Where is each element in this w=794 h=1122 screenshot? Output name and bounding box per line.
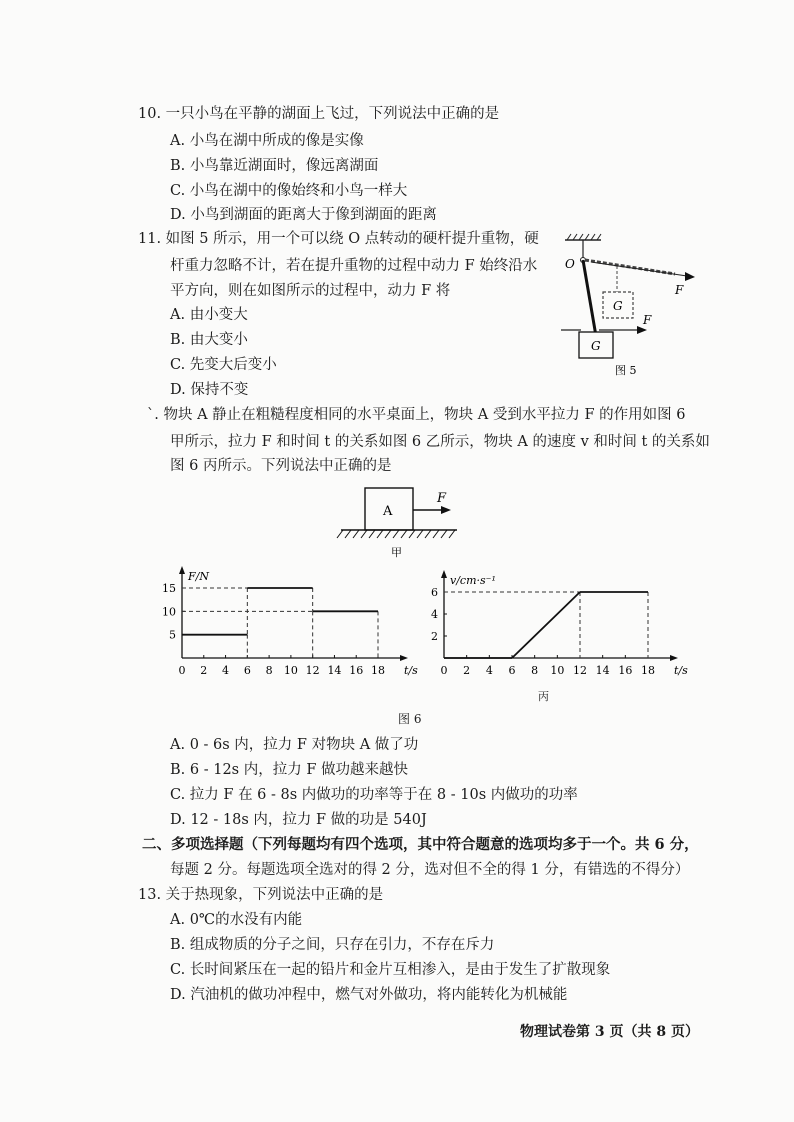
x-tick-label: 10 — [283, 664, 298, 677]
q12-option-c: C. 拉力 F 在 6 - 8s 内做功的功率等于在 8 - 10s 内做功的功率 — [170, 787, 578, 803]
weight-label-2: G — [613, 299, 623, 313]
section2-heading-line-1: 二、多项选择题（下列每题均有四个选项，其中符合题意的选项均多于一个。共 6 分， — [142, 836, 699, 853]
y-tick-label: 4 — [431, 608, 438, 621]
bing-caption: 丙 — [538, 690, 549, 703]
q10-option-c: C. 小鸟在湖中的像始终和小鸟一样大 — [170, 183, 408, 199]
figure-5 — [555, 232, 715, 380]
figure-6-caption: 图 6 — [398, 712, 422, 726]
x-tick-label: 2 — [200, 664, 208, 677]
x-axis-arrow — [400, 655, 408, 661]
x-tick-label: 8 — [531, 664, 539, 677]
x-tick-label: 16 — [618, 664, 633, 677]
q12-option-a: A. 0 - 6s 内，拉力 F 对物块 A 做了功 — [170, 737, 419, 753]
q11-stem-line-1: 11. 如图 5 所示，用一个可以绕 O 点转动的硬杆提升重物，硬 — [138, 231, 539, 247]
q10-option-a: A. 小鸟在湖中所成的像是实像 — [170, 133, 364, 149]
x-tick-label: 6 — [508, 664, 516, 677]
q10-option-b: B. 小鸟靠近湖面时，像远离湖面 — [170, 158, 379, 174]
x-axis-label: t/s — [404, 664, 418, 677]
q13-stem: 13. 关于热现象，下列说法中正确的是 — [138, 887, 384, 903]
q11-option-d: D. 保持不变 — [170, 382, 249, 398]
chart-velocity-time — [424, 562, 694, 687]
q12-stem-line-1: `. 物块 A 静止在粗糙程度相同的水平桌面上，物块 A 受到水平拉力 F 的作用如图 6 — [147, 407, 686, 423]
q12-stem-line-3: 图 6 丙所示。下列说法中正确的是 — [170, 458, 392, 474]
x-tick-label: 8 — [265, 664, 273, 677]
y-tick-label: 10 — [162, 605, 176, 619]
x-tick-label: 12 — [573, 664, 587, 677]
y-axis-label: v/cm·s⁻¹ — [450, 574, 496, 587]
x-tick-label: 2 — [463, 664, 471, 677]
q11-option-c: C. 先变大后变小 — [170, 357, 277, 373]
q11-option-a: A. 由小变大 — [170, 307, 248, 323]
x-tick-label: 18 — [641, 664, 655, 677]
x-axis-label: t/s — [674, 664, 688, 677]
q13-option-a: A. 0℃的水没有内能 — [170, 912, 303, 928]
y-tick-label: 15 — [162, 582, 176, 595]
q12-option-b: B. 6 - 12s 内，拉力 F 做功越来越快 — [170, 762, 408, 778]
block-a-label: A — [383, 504, 393, 519]
x-tick-label: 4 — [485, 664, 493, 677]
force-arrow — [441, 506, 451, 514]
x-tick-label: 14 — [595, 664, 610, 677]
x-tick-label: 6 — [243, 664, 251, 677]
weight-label-1: G — [591, 339, 601, 353]
force-label: F — [437, 491, 447, 506]
x-tick-label: 16 — [349, 664, 364, 677]
y-axis-arrow — [179, 566, 185, 574]
x-axis-arrow — [670, 655, 678, 661]
q11-stem-line-3: 平方向，则在如图所示的过程中，动力 F 将 — [170, 283, 451, 299]
q12-stem-line-2: 甲所示，拉力 F 和时间 t 的关系如图 6 乙所示，物块 A 的速度 v 和时间 t 的关系如 — [170, 434, 710, 450]
q13-option-d: D. 汽油机的做功冲程中，燃气对外做功，将内能转化为机械能 — [170, 987, 568, 1003]
figure-5-caption: 图 5 — [615, 364, 637, 377]
jia-caption: 甲 — [391, 546, 402, 559]
q13-option-b: B. 组成物质的分子之间，只存在引力，不存在斥力 — [170, 937, 495, 953]
y-tick-label: 6 — [431, 586, 438, 599]
q10-option-d: D. 小鸟到湖面的距离大于像到湖面的距离 — [170, 207, 437, 223]
x-tick-label: 18 — [371, 664, 385, 677]
pivot-label: O — [565, 257, 575, 271]
figure-6-jia — [335, 484, 465, 560]
velocity-segment — [512, 592, 580, 658]
page-footer: 物理试卷第 3 页（共 8 页） — [520, 1024, 699, 1040]
x-tick-label: 0 — [440, 664, 448, 677]
x-tick-label: 4 — [222, 664, 230, 677]
q13-option-c: C. 长时间紧压在一起的铅片和金片互相渗入，是由于发生了扩散现象 — [170, 962, 611, 978]
x-tick-label: 0 — [178, 664, 186, 677]
force-label-lower: F — [643, 313, 652, 327]
y-axis-label: F/N — [188, 570, 209, 583]
y-axis-arrow — [441, 570, 447, 578]
y-tick-label: 2 — [431, 630, 438, 643]
q10-stem: 10. 一只小鸟在平静的湖面上飞过，下列说法中正确的是 — [138, 106, 500, 122]
q11-stem-line-2: 杆重力忽略不计，若在提升重物的过程中动力 F 始终沿水 — [170, 258, 538, 274]
x-tick-label: 14 — [327, 664, 342, 677]
force-label-upper: F — [675, 283, 684, 297]
chart-force-time — [160, 562, 418, 687]
x-tick-label: 10 — [550, 664, 565, 677]
y-tick-label: 5 — [169, 628, 176, 642]
q12-option-d: D. 12 - 18s 内，拉力 F 做的功是 540J — [170, 812, 427, 828]
q11-option-b: B. 由大变小 — [170, 332, 248, 348]
x-tick-label: 12 — [305, 664, 320, 677]
section2-heading-line-2: 每题 2 分。每题选项全选对的得 2 分，选对但不全的得 1 分，有错选的不得分） — [170, 862, 690, 878]
